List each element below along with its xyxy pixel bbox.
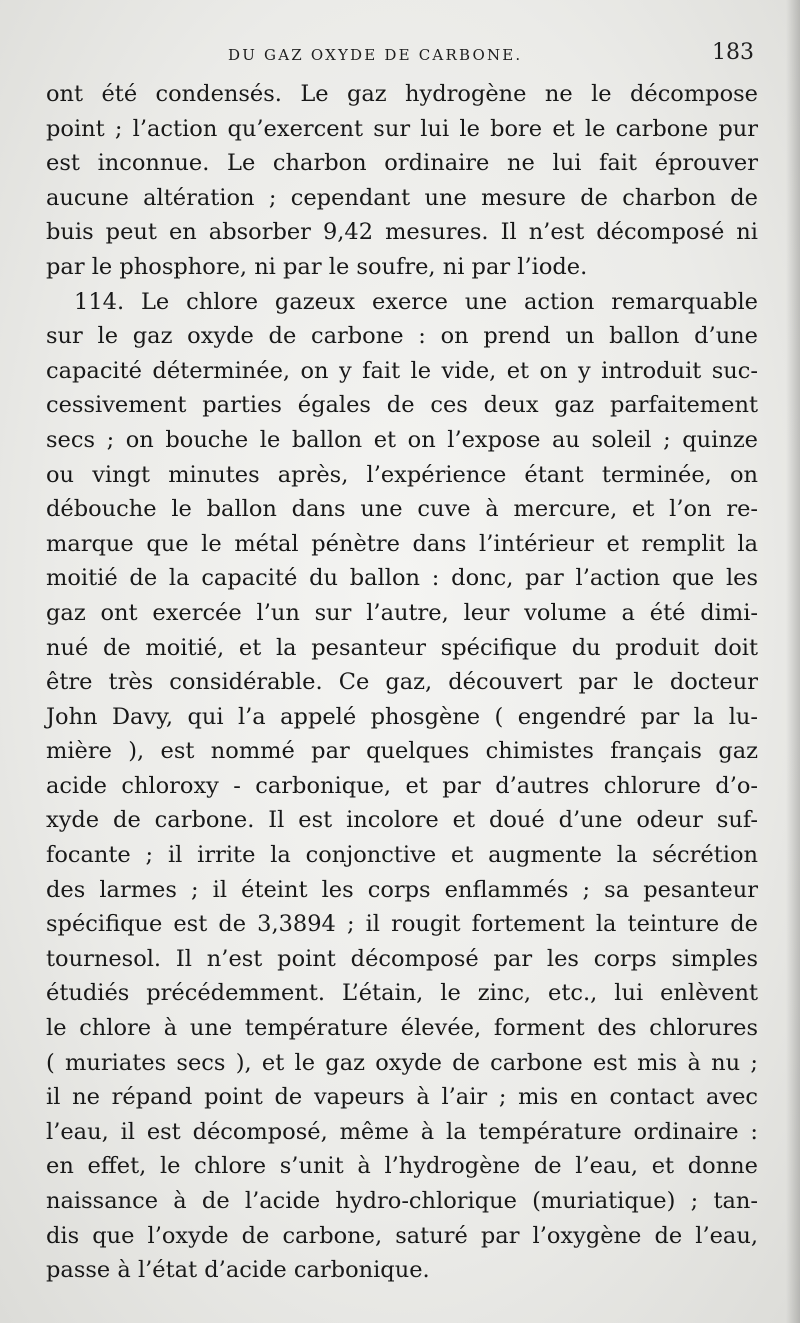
text-line: point ; l’action qu’exercent sur lui le bore et le carbone pur [46,115,758,142]
text-line: étudiés précédemment. L’étain, le zinc, etc., lui enlèvent [46,980,758,1007]
text-line: spécifique est de 3,3894 ; il rougit fortement la teinture de [46,911,758,938]
text-line: dis que l’oxyde de carbone, saturé par l’oxygène de l’eau, [46,1222,758,1249]
text-line: John Davy, qui l’a appelé phosgène ( engendré par la lu- [46,703,758,730]
running-title: DU GAZ OXYDE DE CARBONE. [228,46,523,64]
page-edge-shadow [786,0,800,1323]
body-text [46,77,758,1288]
text-line: secs ; on bouche le ballon et on l’expose au soleil ; quinze [46,426,758,453]
text-line: passe à l’état d’acide carbonique. [46,1257,430,1284]
text-line: moitié de la capacité du ballon : donc, par l’action que les [46,565,758,592]
text-line: ont été condensés. Le gaz hydrogène ne le décompose [46,81,758,107]
text-line: est inconnue. Le charbon ordinaire ne lui fait éprouver [46,150,758,177]
text-line: sur le gaz oxyde de carbone : on prend un ballon d’une [46,323,758,350]
text-line: ou vingt minutes après, l’expérience étant terminée, on [46,461,758,488]
text-line: des larmes ; il éteint les corps enflammés ; sa pesanteur [46,876,758,903]
text-line: il ne répand point de vapeurs à l’air ; mis en contact avec [46,1084,758,1111]
text-line: l’eau, il est décomposé, même à la température ordinaire : [46,1118,758,1145]
text-line: débouche le ballon dans une cuve à mercure, et l’on re- [46,496,758,523]
text-line: gaz ont exercée l’un sur l’autre, leur volume a été dimi- [46,599,758,626]
text-line: mière ), est nommé par quelques chimistes français gaz [46,738,758,765]
text-line: cessivement parties égales de ces deux gaz parfaitement [46,392,758,419]
text-line: xyde de carbone. Il est incolore et doué d’une odeur suf- [46,807,758,834]
text-line: acide chloroxy - carbonique, et par d’autres chlorure d’o- [46,772,758,799]
text-line: le chlore à une température élevée, forment des chlorures [46,1015,758,1042]
text-line: par le phosphore, ni par le soufre, ni par l’iode. [46,253,588,280]
text-line: naissance à de l’acide hydro-chlorique (muriatique) ; tan- [46,1188,758,1214]
text-line: focante ; il irrite la conjonctive et augmente la sécrétion [46,842,758,869]
page-number: 183 [712,40,754,65]
text-line: capacité déterminée, on y fait le vide, et on y introduit suc- [46,357,758,384]
text-line: en effet, le chlore s’unit à l’hydrogène de l’eau, et donne [46,1153,758,1180]
paragraph-start-line: 114. Le chlore gazeux exerce une action remarquable [74,288,758,315]
text-line: aucune altération ; cependant une mesure de charbon de [46,184,758,211]
text-line: être très considérable. Ce gaz, découvert par le docteur [46,669,758,696]
text-line: ( muriates secs ), et le gaz oxyde de carbone est mis à nu ; [46,1049,758,1076]
page-header [0,40,800,80]
text-line: nué de moitié, et la pesanteur spécifique du produit doit [46,634,758,661]
text-line: marque que le métal pénètre dans l’intérieur et remplit la [46,530,758,557]
text-line: tournesol. Il n’est point décomposé par les corps simples [46,945,758,972]
text-line: buis peut en absorber 9,42 mesures. Il n’est décomposé ni [46,219,758,246]
